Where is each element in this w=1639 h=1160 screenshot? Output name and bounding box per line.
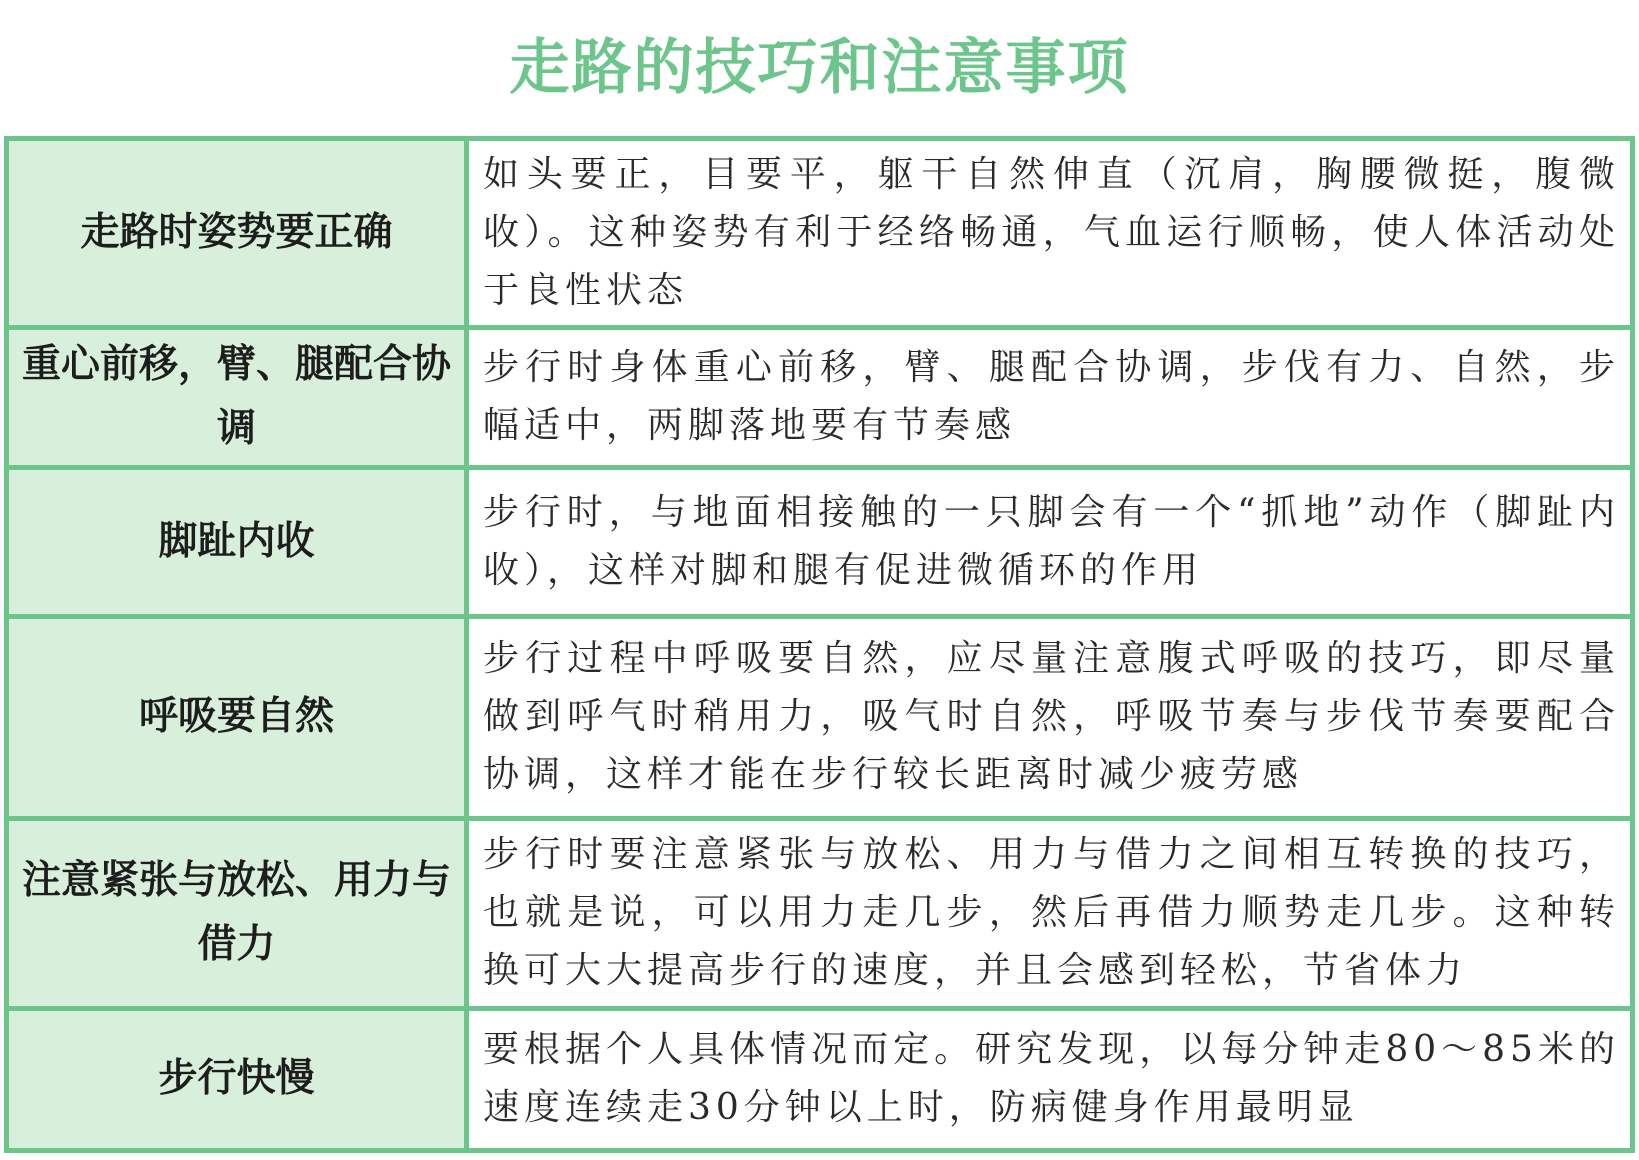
row-topic: 重心前移，臂、腿配合协调 [7,327,467,467]
table-row [7,1008,1633,1150]
row-description: 如头要正，目要平，躯干自然伸直（沉肩，胸腰微挺，腹微收）。这种姿势有利于经络畅通，气血运行顺畅，使人体活动处于良性状态 [467,139,1633,328]
row-description: 步行时身体重心前移，臂、腿配合协调，步伐有力、自然，步幅适中，两脚落地要有节奏感 [467,327,1633,467]
row-topic: 呼吸要自然 [7,616,467,818]
table-row [7,468,1633,617]
row-description: 步行时，与地面相接触的一只脚会有一个“抓地”动作（脚趾内收），这样对脚和腿有促进微循环的作用 [467,468,1633,617]
row-description: 要根据个人具体情况而定。研究发现，以每分钟走80～85米的速度连续走30分钟以上时，防病健身作用最明显 [467,1008,1633,1150]
row-description: 步行时要注意紧张与放松、用力与借力之间相互转换的技巧，也就是说，可以用力走几步，然后再借力顺势走几步。这种转换可大大提高步行的速度，并且会感到轻松，节省体力 [467,818,1633,1008]
row-topic: 脚趾内收 [7,468,467,617]
tips-table [4,136,1635,1153]
row-topic: 步行快慢 [7,1008,467,1150]
table-row [7,818,1633,1008]
table-row [7,616,1633,818]
row-topic: 走路时姿势要正确 [7,139,467,328]
page-title: 走路的技巧和注意事项 [509,33,1130,103]
table-row [7,139,1633,328]
row-topic: 注意紧张与放松、用力与借力 [7,818,467,1008]
row-description: 步行过程中呼吸要自然，应尽量注意腹式呼吸的技巧，即尽量做到呼气时稍用力，吸气时自然，呼吸节奏与步伐节奏要配合协调，这样才能在步行较长距离时减少疲劳感 [467,616,1633,818]
table-row [7,327,1633,467]
